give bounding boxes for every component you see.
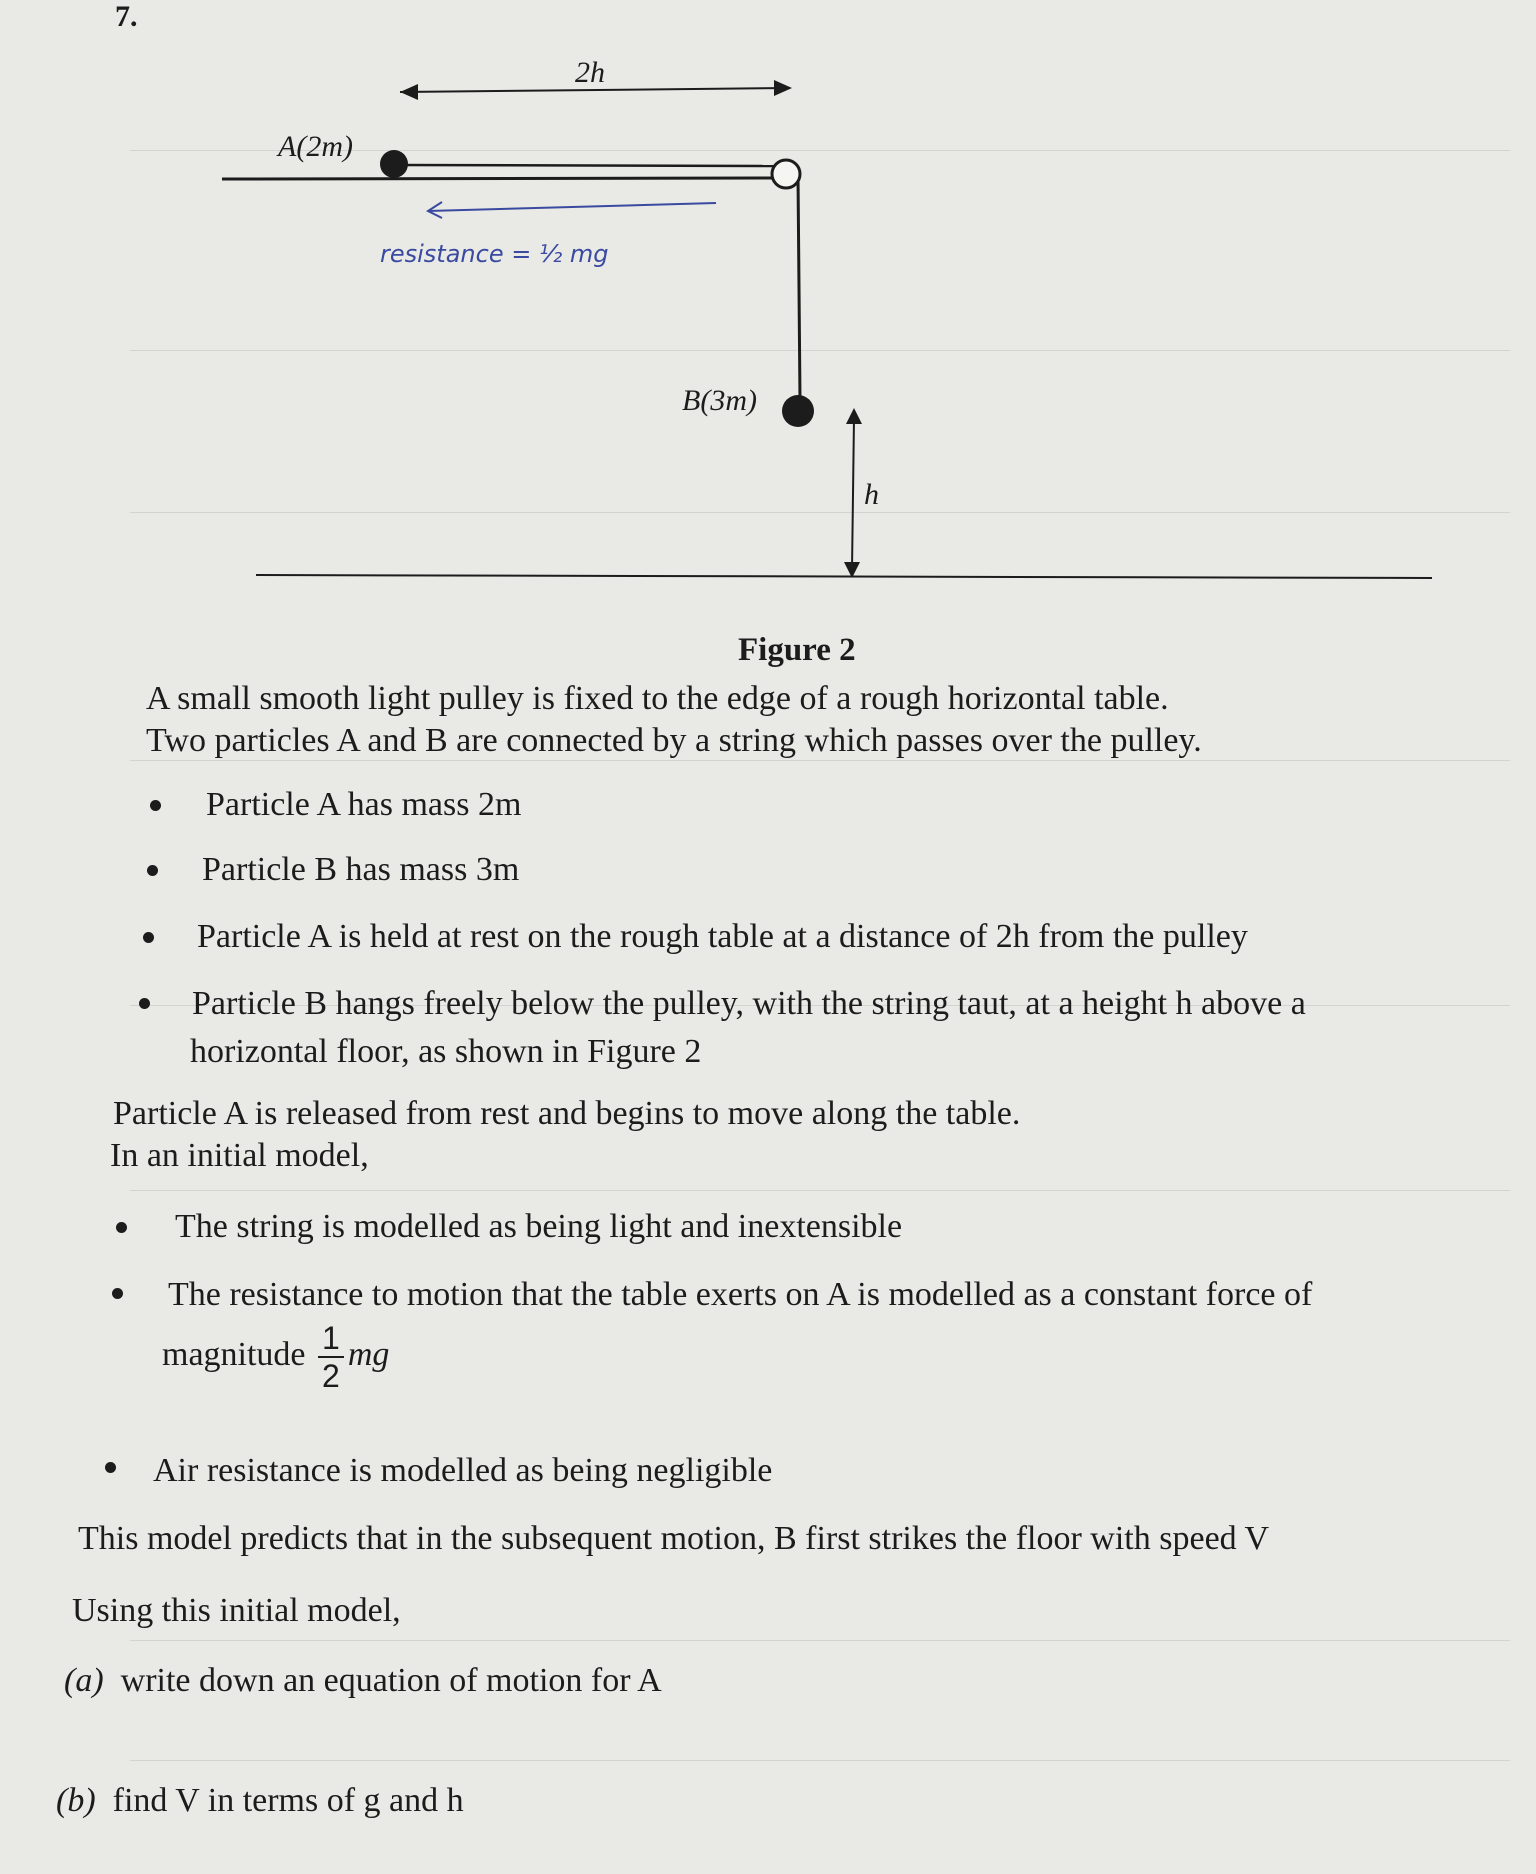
label-particle-a: A(2m) — [278, 130, 353, 163]
bullet — [150, 800, 161, 811]
fraction-numerator: 1 — [318, 1320, 344, 1358]
model-bullet-resistance-magnitude — [162, 1320, 389, 1394]
question-number: 7. — [115, 0, 138, 33]
setup-bullet-2: Particle B has mass 3m — [202, 851, 520, 888]
prediction-text: This model predicts that in the subsequent motion, B first strikes the floor with speed V — [78, 1520, 1270, 1557]
height-arrow-up-head — [846, 408, 862, 424]
one-half-fraction — [318, 1320, 344, 1394]
setup-bullet-1: Particle A has mass 2m — [206, 786, 522, 823]
model-bullet-resistance: The resistance to motion that the table exerts on A is modelled as a constant force of — [168, 1276, 1313, 1313]
part-b-label: (b) — [56, 1782, 96, 1819]
label-2h: 2h — [575, 56, 605, 89]
background-rule — [130, 760, 1510, 761]
bullet — [139, 998, 150, 1009]
setup-bullet-4: Particle B hangs freely below the pulley, with the string taut, at a height h above a — [192, 985, 1306, 1022]
intro-line-2: Two particles A and B are connected by a string which passes over the pulley. — [146, 722, 1202, 759]
part-b-text: find V in terms of g and h — [112, 1782, 464, 1819]
figure-caption: Figure 2 — [738, 632, 856, 668]
arrow-right-head — [774, 80, 792, 96]
release-line-1: Particle A is released from rest and begins to move along the table. — [113, 1095, 1021, 1132]
bullet — [143, 932, 154, 943]
bullet — [147, 865, 158, 876]
label-h: h — [864, 478, 879, 511]
part-b — [56, 1782, 464, 1820]
model-bullet-air: Air resistance is modelled as being negligible — [153, 1452, 773, 1489]
resistance-arrow-line — [428, 203, 716, 211]
release-line-2: In an initial model, — [110, 1137, 369, 1174]
background-rule — [130, 1640, 1510, 1641]
pulley-figure — [0, 0, 1536, 630]
part-a — [64, 1662, 662, 1700]
model-bullet-string: The string is modelled as being light and inextensible — [175, 1208, 903, 1245]
fraction-denominator: 2 — [322, 1358, 340, 1394]
bullet — [105, 1462, 116, 1473]
particle-a — [380, 150, 408, 178]
floor-line — [256, 575, 1432, 578]
height-h-line — [852, 418, 854, 570]
handwritten-resistance-note: resistance = ½ mg — [380, 240, 609, 268]
background-rule — [130, 1760, 1510, 1761]
particle-b — [782, 395, 814, 427]
intro-line-1: A small smooth light pulley is fixed to the edge of a rough horizontal table. — [146, 680, 1169, 717]
setup-bullet-3: Particle A is held at rest on the rough table at a distance of 2h from the pulley — [197, 918, 1248, 955]
string-horizontal — [395, 165, 786, 166]
table-edge — [798, 176, 800, 400]
part-a-text: write down an equation of motion for A — [120, 1662, 662, 1699]
using-model-text: Using this initial model, — [72, 1592, 401, 1629]
table-surface — [222, 178, 776, 179]
magnitude-prefix: magnitude — [162, 1335, 306, 1373]
pulley — [772, 160, 800, 188]
magnitude-suffix: mg — [347, 1335, 390, 1373]
arrow-left-head — [400, 84, 418, 100]
setup-bullet-4-continued: horizontal floor, as shown in Figure 2 — [190, 1033, 702, 1070]
part-a-label: (a) — [64, 1662, 104, 1699]
bullet — [112, 1288, 123, 1299]
bullet — [116, 1222, 127, 1233]
background-rule — [130, 1190, 1510, 1191]
label-particle-b: B(3m) — [682, 384, 757, 417]
